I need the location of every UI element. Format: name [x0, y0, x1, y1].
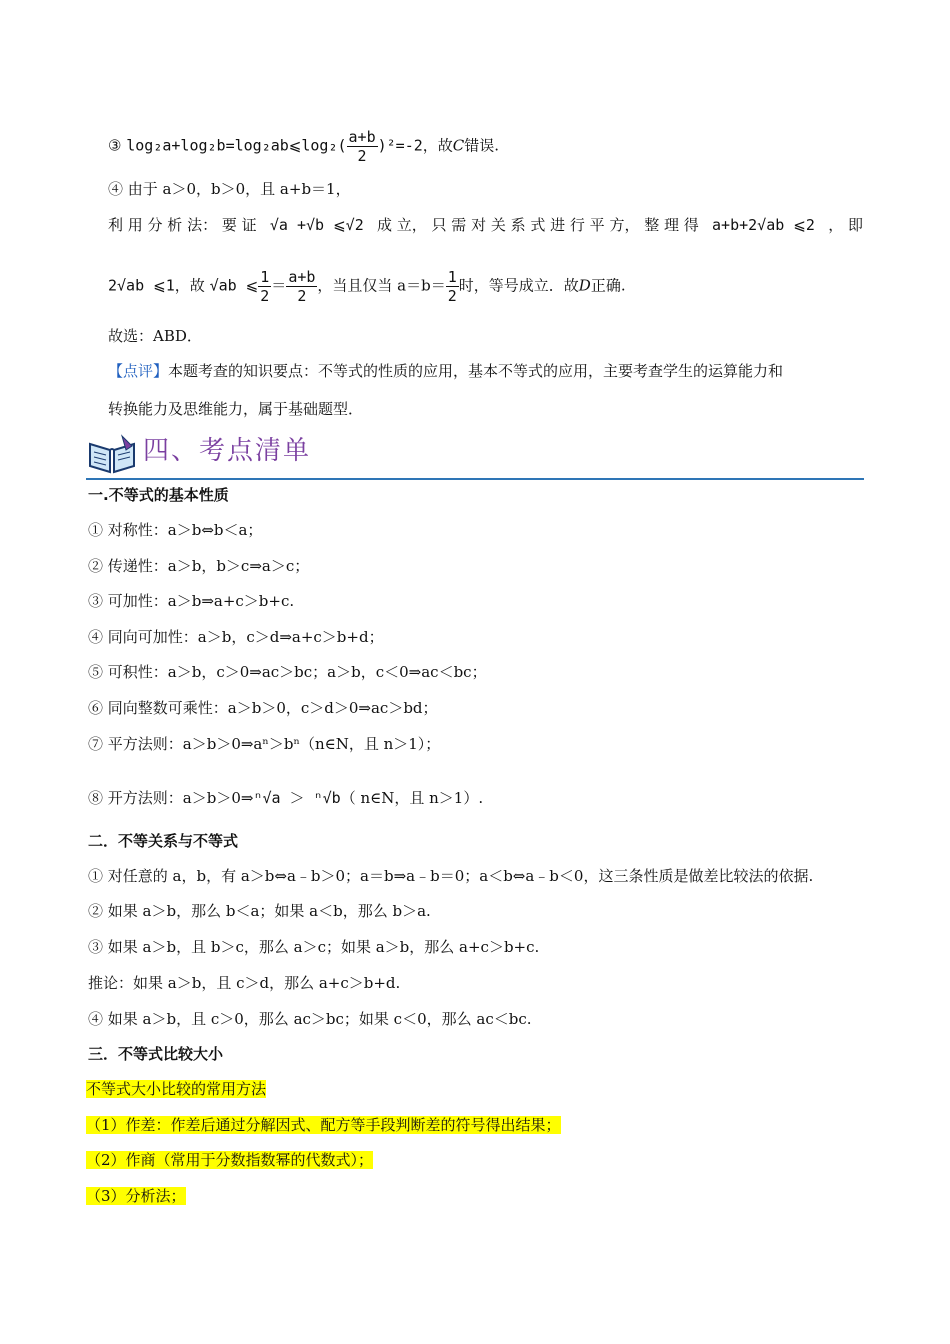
- solution-line-3: ③ log₂a+log₂b=log₂ab⩽log₂( $\frac{a+b}{2}$ )²=-2，故C错误.: [108, 128, 500, 165]
- open-book-icon: [86, 432, 138, 476]
- option-variable: D: [578, 276, 591, 295]
- highlight-line: （2）作商（常用于分数指数幂的代数式）；: [86, 1151, 374, 1169]
- list-item: 推论：如果 a＞b，且 c＞d，那么 a+c＞b+d.: [88, 974, 401, 992]
- option-variable: C: [452, 136, 465, 155]
- sqrt-inequality: √a +√b ⩽√2: [269, 216, 364, 234]
- list-item: ① 对任意的 a，b，有 a＞b⇔a﹣b＞0；a＝b⇒a﹣b＝0；a＜b⇔a﹣b＜0，这三条性质是做差比较法的依据.: [88, 867, 814, 885]
- log-expression-tail: )²=-2: [377, 136, 423, 155]
- solution-line-conclusion: 2√ab ⩽1，故 √ab ⩽ $\frac{1}{2}$ ＝ $\frac{a+b}{2}$ ，当且仅当 a＝b＝ $\frac{1}{2}$ 时，等号成立．故D正确.: [108, 268, 626, 305]
- list-item: ② 如果 a＞b，那么 b＜a；如果 a＜b，那么 b＞a.: [88, 902, 431, 920]
- list-item: ⑦ 平方法则：a＞b＞0⇒aⁿ＞bⁿ（n∈N，且 n＞1）；: [88, 735, 441, 753]
- item-marker: ③: [108, 136, 122, 155]
- log-expression: log₂a+log₂b=log₂ab⩽log₂(: [126, 136, 347, 155]
- comment-line: 【点评】本题考查的知识要点：不等式的性质的应用，基本不等式的应用，主要考查学生的运算能力和: [108, 362, 784, 380]
- list-item: ⑧ 开方法则：a＞b＞0⇒ⁿ√a ＞ ⁿ√b（ n∈N，且 n＞1）.: [88, 789, 484, 807]
- list-item: ⑤ 可积性：a＞b，c＞0⇒ac＞bc；a＞b，c＜0⇒ac＜bc；: [88, 663, 487, 681]
- list-item: ⑥ 同向整数可乘性：a＞b＞0，c＞d＞0⇒ac＞bd；: [88, 699, 438, 717]
- part2-heading: 二．不等关系与不等式: [88, 832, 239, 850]
- list-item: ④ 如果 a＞b，且 c＞0，那么 ac＞bc；如果 c＜0，那么 ac＜bc.: [88, 1010, 532, 1028]
- sqrt-ab-expression: √ab ⩽: [209, 276, 259, 295]
- squared-inequality: a+b+2√ab ⩽2: [712, 216, 815, 234]
- fraction-a-plus-b-over-2: $\frac{a+b}{2}$: [288, 268, 316, 305]
- highlight-line: （3）分析法；: [86, 1187, 186, 1205]
- list-item: ② 传递性：a＞b，b＞c⇒a＞c；: [88, 557, 310, 575]
- list-item: ④ 同向可加性：a＞b，c＞d⇒a+c＞b+d；: [88, 628, 384, 646]
- fraction-one-half: $\frac{1}{2}$: [447, 268, 457, 305]
- part3-heading: 三．不等式比较大小: [88, 1045, 224, 1063]
- list-item: ① 对称性：a＞b⇔b＜a；: [88, 521, 263, 539]
- section-divider: [86, 478, 864, 480]
- fraction-a-plus-b-over-2: $\frac{a+b}{2}$: [348, 128, 376, 165]
- list-item: ③ 如果 a＞b，且 b＞c，那么 a＞c；如果 a＞b，那么 a+c＞b+c.: [88, 938, 540, 956]
- comment-line-2: 转换能力及思维能力，属于基础题型．: [108, 400, 364, 418]
- sqrt-ab-inequality: 2√ab ⩽1: [108, 276, 175, 295]
- highlight-line: 不等式大小比较的常用方法: [86, 1080, 267, 1098]
- list-item: ③ 可加性：a＞b⇒a+c＞b+c.: [88, 592, 295, 610]
- part1-heading: 一.不等式的基本性质: [88, 486, 229, 504]
- solution-line-analysis: 利 用 分 析 法： 要 证 √a +√b ⩽√2 成 立， 只 需 对 关 系 式 进 行 平 方， 整 理 得 a+b+2√ab ⩽2 ， 即: [108, 216, 863, 234]
- fraction-one-half: $\frac{1}{2}$: [260, 268, 270, 305]
- solution-line-4: ④ 由于 a＞0，b＞0，且 a+b＝1，: [108, 180, 351, 198]
- section-title: 四、考点清单: [143, 436, 312, 466]
- comment-tag: 【点评】: [108, 362, 169, 380]
- nth-root-inequality: ⁿ√a ＞ ⁿ√b: [253, 789, 341, 807]
- highlight-line: （1）作差：作差后通过分解因式、配方等手段判断差的符号得出结果；: [86, 1116, 561, 1134]
- answer-line: 故选：ABD．: [108, 327, 202, 345]
